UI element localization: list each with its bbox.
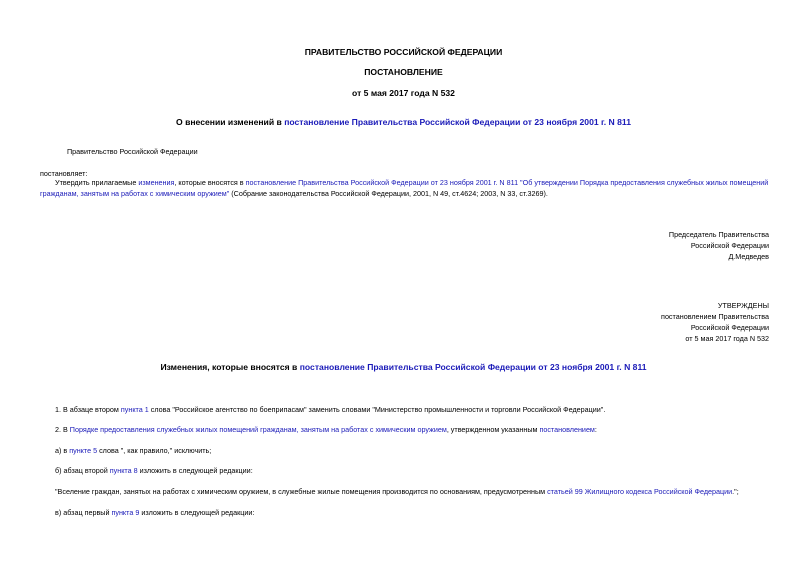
p1-text-b: , которые вносятся в — [174, 178, 246, 187]
itemb-text-a: б) абзац второй — [55, 466, 110, 475]
title-link[interactable]: постановление Правительства Российской Федерации от 23 ноября 2001 г. N 811 — [284, 117, 631, 127]
government-heading: ПРАВИТЕЛЬСТВО РОССИЙСКОЙ ФЕДЕРАЦИИ — [304, 47, 503, 57]
paragraph-1-line-2 — [40, 188, 548, 199]
document-type: ПОСТАНОВЛЕНИЕ — [364, 67, 443, 77]
title-prefix: О внесении изменений в — [176, 117, 285, 127]
signature-line-1: Председатель Правительства — [668, 230, 769, 239]
changes-link[interactable]: изменения — [138, 178, 175, 187]
resolution-811-link-cont[interactable]: гражданам, занятым на работах с химическим оружием" — [40, 189, 230, 198]
item2-text-a: 2. В — [55, 425, 70, 434]
p1-text-c: (Собрание законодательства Российской Федерации, 2001, N 49, ст.4624; 2003, N 33, ст.3269). — [229, 189, 548, 198]
approved-block — [661, 300, 769, 344]
changes-title-link[interactable]: постановление Правительства Российской Федерации от 23 ноября 2001 г. N 811 — [299, 362, 647, 372]
itemv-text-a: в) абзац первый — [55, 508, 112, 517]
itema-text-a: а) в — [55, 446, 70, 455]
change-item-1 — [55, 404, 605, 415]
approved-line-2: постановлением Правительства — [661, 312, 769, 321]
paragraph-1-line-1 — [55, 177, 768, 188]
item2-text-c: : — [594, 425, 597, 434]
approved-line-1: УТВЕРЖДЕНЫ — [717, 301, 769, 310]
itemb-link[interactable]: пункта 8 — [109, 466, 138, 475]
approved-line-3: Российской Федерации — [690, 323, 769, 332]
itema-link[interactable]: пункте 5 — [69, 446, 98, 455]
signature-line-2: Российской Федерации — [690, 241, 769, 250]
quoted-text — [55, 486, 739, 497]
housing-code-link[interactable]: статьей 99 Жилищного кодекса Российской Федерации — [547, 487, 733, 496]
item1-link[interactable]: пункта 1 — [120, 405, 149, 414]
signature-line-3: Д.Медведев — [728, 252, 769, 261]
change-item-b — [55, 465, 253, 476]
change-item-v — [55, 507, 254, 518]
quote-text-b: ."; — [732, 487, 739, 496]
approved-line-4: от 5 мая 2017 года N 532 — [685, 334, 769, 343]
resolution-811-link[interactable]: постановление Правительства Российской Федерации от 23 ноября 2001 г. N 811 "Об утверждении Порядка предоставления служебных жилых помещений — [245, 178, 769, 187]
issuer: Правительство Российской Федерации — [67, 147, 198, 156]
quote-text-a: "Вселение граждан, занятых на работах с химическим оружием, в служебные жилые помещения производится по основаниям, предусмотренным — [55, 487, 548, 496]
p1-text-a: Утвердить прилагаемые — [55, 178, 139, 187]
itemv-text-b: изложить в следующей редакции: — [139, 508, 255, 517]
change-item-a — [55, 445, 211, 456]
change-item-2 — [55, 424, 597, 435]
itemb-text-b: изложить в следующей редакции: — [137, 466, 253, 475]
procedure-link[interactable]: Порядке предоставления служебных жилых помещений гражданам, занятым на работах с химическим оружием — [69, 425, 447, 434]
item2-text-b: , утвержденном указанным — [446, 425, 540, 434]
item1-text-b: слова "Российское агентство по боеприпасам" заменить словами "Министерство промышленности и торговли Российской Федерации". — [148, 405, 606, 414]
changes-title — [0, 362, 807, 372]
resolution-link[interactable]: постановлением — [539, 425, 595, 434]
item1-text-a: 1. В абзаце втором — [55, 405, 121, 414]
document-title — [0, 117, 807, 127]
itemv-link[interactable]: пункта 9 — [111, 508, 140, 517]
itema-text-b: слова ", как правило," исключить; — [97, 446, 212, 455]
signature-block — [669, 229, 769, 262]
changes-title-prefix: Изменения, которые вносятся в — [160, 362, 300, 372]
decides: постановляет: — [40, 169, 88, 178]
document-date: от 5 мая 2017 года N 532 — [352, 88, 455, 98]
